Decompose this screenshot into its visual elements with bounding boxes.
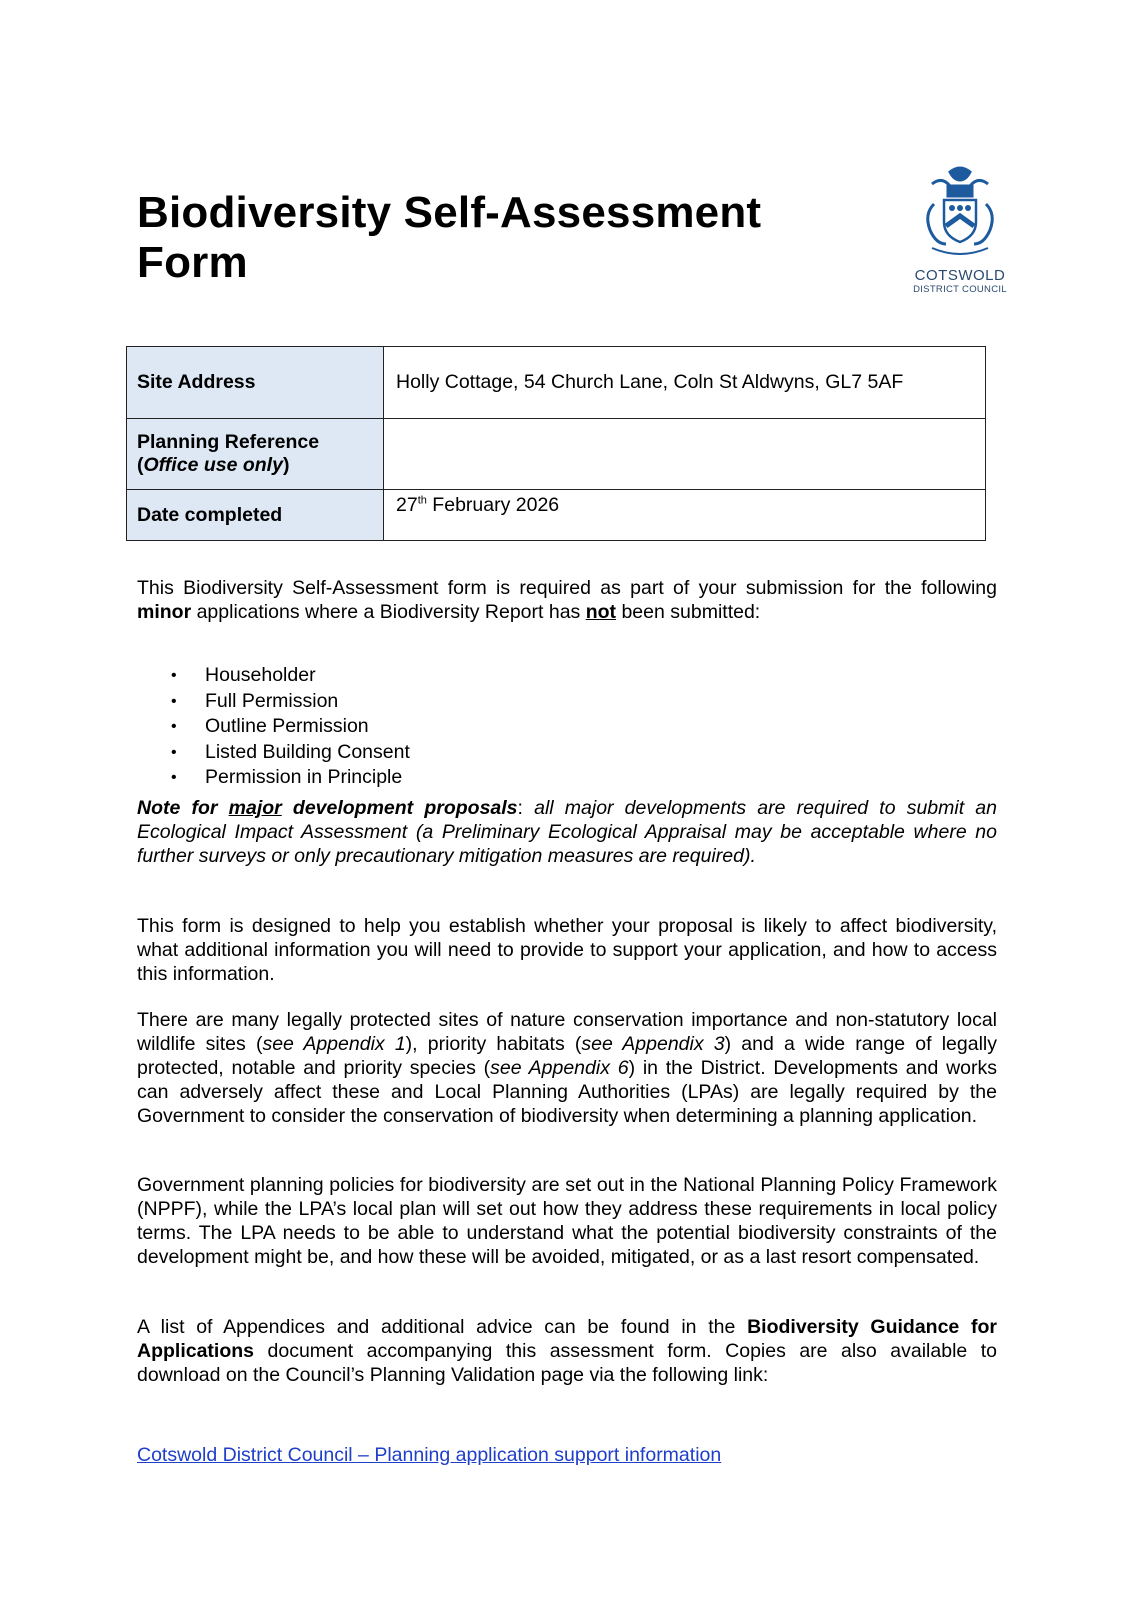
protected-sites-paragraph: There are many legally protected sites of nature conservation importance and non-statutory local wildlife sites (see Appendix 1), priority habitats (see Appendix 3) and a wide range of legally protected, notable and priority species (see Appendix 6) in the District. Developments and works can adversely affect these and Local Planning Authorities (LPAs) are legally required by the Government to consider the conservation of biodiversity when determining a planning application. (137, 1009, 998, 1127)
site-address-label: Site Address (127, 347, 384, 419)
title-line-2: Form (137, 238, 248, 287)
policy-paragraph: Government planning policies for biodiversity are set out in the National Planning Policy Framework (NPPF), while the LPA’s local plan will set out how they address these requirements in local policy terms. The LPA needs to be able to understand what the potential biodiversity constraints of the development might be, and how these will be avoided, mitigated, or as a last resort compensated. (137, 1174, 997, 1268)
table-row-date-completed (127, 490, 986, 541)
major-development-note: Note for major development proposals: all major developments are required to submit an Ecological Impact Assessment (a Preliminary Ecological Appraisal may be acceptable where no further surveys or only precautionary mitigation measures are required). (137, 797, 997, 867)
date-completed-label: Date completed (127, 490, 384, 541)
site-info-table (126, 346, 986, 541)
planning-support-link[interactable]: Cotswold District Council – Planning application support information (137, 1444, 722, 1466)
logo-subtitle: DISTRICT COUNCIL (913, 284, 1007, 295)
list-item: • Listed Building Consent (137, 740, 410, 766)
logo-name: COTSWOLD (914, 267, 1006, 284)
date-completed-field[interactable]: 27th February 2026 (384, 490, 986, 541)
table-row-planning-reference (127, 419, 986, 490)
list-item: • Permission in Principle (137, 765, 410, 791)
planning-reference-label: Planning Reference (Office use only) (127, 419, 384, 490)
list-item: • Householder (137, 663, 410, 689)
intro-paragraph: This Biodiversity Self-Assessment form is required as part of your submission for the following minor applications where a Biodiversity Report has not been submitted: (137, 577, 997, 623)
council-crest-icon (920, 164, 1000, 264)
purpose-paragraph: This form is designed to help you establish whether your proposal is likely to affect biodiversity, what additional information you will need to provide to support your application, and how to access this information. (137, 915, 997, 985)
planning-reference-field[interactable] (384, 419, 986, 490)
application-types-list (137, 663, 410, 791)
office-use-note: Office use only (143, 454, 283, 476)
list-item: • Outline Permission (137, 714, 410, 740)
site-address-field[interactable]: Holly Cottage, 54 Church Lane, Coln St Aldwyns, GL7 5AF (384, 347, 986, 419)
list-item: • Full Permission (137, 689, 410, 715)
title-line-1: Biodiversity Self-Assessment (137, 188, 762, 237)
page-title (137, 188, 761, 288)
table-row-site-address (127, 347, 986, 419)
appendices-paragraph: A list of Appendices and additional advice can be found in the Biodiversity Guidance for Applications document accompanying this assessment form. Copies are also available to download on the Council’s Planning Validation page via the following link: (137, 1316, 997, 1386)
council-logo (900, 164, 1020, 299)
